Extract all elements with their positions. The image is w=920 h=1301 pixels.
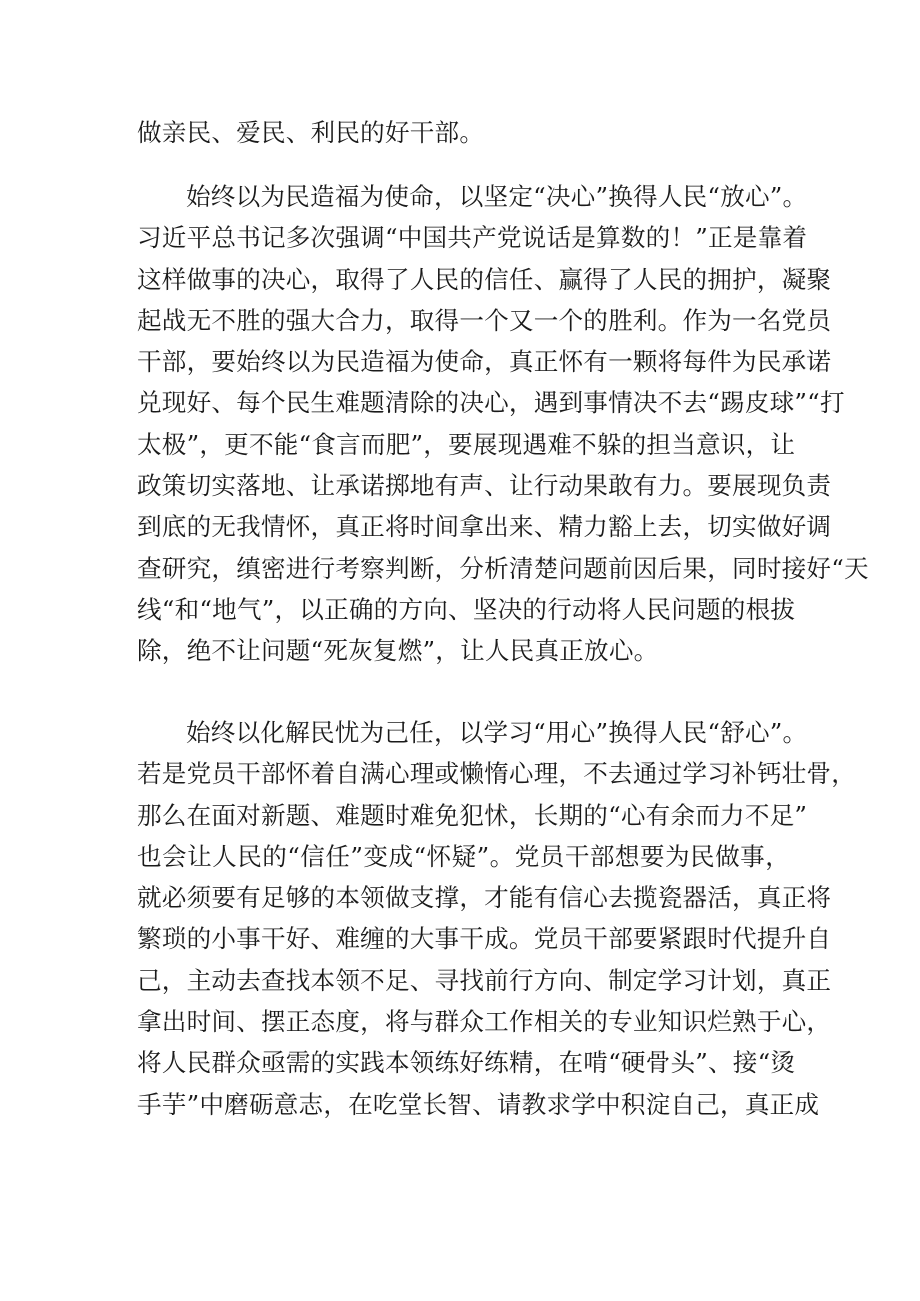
text-line: 习近平总书记多次强调“中国共产党说话是算数的！”正是靠着 [137,223,808,253]
text-line: 始终以为民造福为使命，以坚定“决心”换得人民“放心”。 [186,182,808,211]
text-line: 除，绝不让问题“死灰复燃”，让人民真正放心。 [137,636,659,666]
paragraph-study [137,712,857,1125]
text-line: 若是党员干部怀着自满心理或懒惰心理，不去通过学习补钙壮骨， [137,759,857,789]
text-line: 那么在面对新题、难题时难免犯怵，长期的“心有余而力不足” [137,800,808,830]
text-line: 就必须要有足够的本领做支撑，才能有信心去揽瓷器活，真正将 [137,883,832,913]
text-line: 手芋”中磨砺意志，在吃堂长智、请教求学中积淀自己，真正成 [137,1089,820,1119]
text-line: 兑现好、每个民生难题清除的决心，遇到事情决不去“踢皮球”“打 [137,388,845,418]
text-line: 做亲民、爱民、利民的好干部。 [137,118,485,147]
text-line: 这样做事的决心，取得了人民的信任、赢得了人民的拥护，凝聚 [137,264,832,294]
text-line: 拿出时间、摆正态度，将与群众工作相关的专业知识烂熟于心， [137,1007,832,1037]
text-line: 始终以化解民忧为己任，以学习“用心”换得人民“舒心”。 [186,718,808,747]
text-line: 也会让人民的“信任”变成“怀疑”。党员干部想要为民做事， [137,841,790,871]
text-line: 太极”，更不能“食言而肥”，要展现遇难不躲的担当意识，让 [137,429,796,459]
text-line: 政策切实落地、让承诺掷地有声、让行动果敢有力。要展现负责 [137,471,832,501]
paragraph-closing-line [137,112,790,153]
text-line: 己，主动去查找本领不足、寻找前行方向、制定学习计划，真正 [137,965,832,995]
text-line: 查研究，缜密进行考察判断，分析清楚问题前因后果，同时接好“天 [137,553,869,583]
text-line: 将人民群众亟需的实践本领练好练精，在啃“硬骨头”、接“烫 [137,1048,796,1078]
text-line: 繁琐的小事干好、难缠的大事干成。党员干部要紧跟时代提升自 [137,924,832,954]
text-line: 起战无不胜的强大合力，取得一个又一个的胜利。作为一名党员 [137,305,832,335]
text-line: 干部，要始终以为民造福为使命，真正怀有一颗将每件为民承诺 [137,347,832,377]
paragraph-resolve [137,176,869,672]
text-line: 到底的无我情怀，真正将时间拿出来、精力豁上去，切实做好调 [137,512,832,542]
text-line: 线“和“地气”，以正确的方向、坚决的行动将人民问题的根拔 [137,594,796,624]
